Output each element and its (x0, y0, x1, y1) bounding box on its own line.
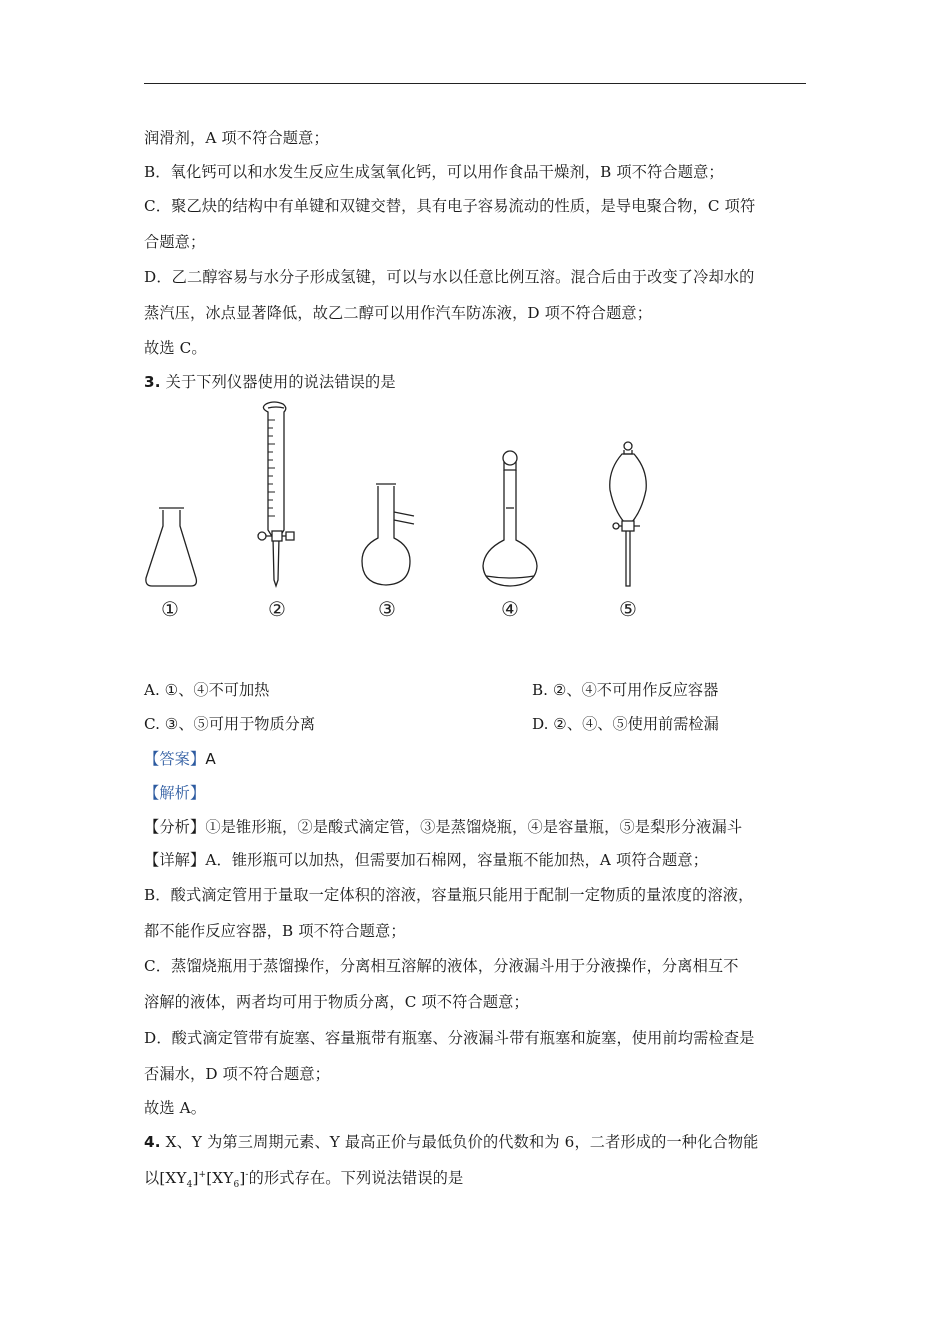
text-line: 润滑剂，A 项不符合题意； (144, 129, 329, 147)
label-2: ② (268, 597, 286, 621)
text-line: D．乙二醇容易与水分子形成氢键，可以与水以任意比例互溶。混合后由于改变了冷却水的 (144, 268, 755, 286)
burette-icon (258, 402, 294, 586)
apparatus-figure (138, 398, 658, 630)
option-d: D. ②、④、⑤使用前需检漏 (532, 715, 719, 733)
conical-flask-icon (146, 508, 197, 586)
detail-a: A．锥形瓶可以加热，但需要加石棉网，容量瓶不能加热，A 项符合题意； (205, 851, 709, 869)
answer-tag: 【答案】 (144, 750, 206, 768)
text-line: C．蒸馏烧瓶用于蒸馏操作，分离相互溶解的液体，分液漏斗用于分液操作，分离相互不 (144, 957, 739, 975)
label-4: ④ (501, 597, 519, 621)
question-stem: 关于下列仪器使用的说法错误的是 (165, 373, 396, 391)
text-line: 否漏水，D 项不符合题意； (144, 1065, 331, 1083)
formula-part: ] (192, 1169, 199, 1187)
option-c: C. ③、⑤可用于物质分离 (144, 715, 316, 733)
text-line: 合题意； (144, 233, 206, 251)
formula-part: 以[XY (144, 1169, 187, 1187)
charge-superscript: - (245, 1169, 249, 1180)
label-1: ① (161, 597, 179, 621)
option-a: A. ①、④不可加热 (144, 681, 270, 699)
answer-line (144, 749, 216, 769)
text-line: 都不能作反应容器，B 项不符合题意； (144, 922, 406, 940)
label-3: ③ (378, 597, 396, 621)
text-line: D．酸式滴定管带有旋塞、容量瓶带有瓶塞、分液漏斗带有瓶塞和旋塞，使用前均需检查是 (144, 1029, 755, 1047)
detail-line (144, 850, 708, 870)
text-line: 蒸汽压，冰点显著降低，故乙二醇可以用作汽车防冻液，D 项不符合题意； (144, 304, 653, 322)
question-4-stem (144, 1132, 759, 1152)
formula-part: ] (239, 1169, 246, 1187)
text-line: 溶解的液体，两者均可用于物质分离，C 项不符合题意； (144, 993, 529, 1011)
header-rule (144, 83, 806, 84)
formula-subscript: 6 (233, 1180, 240, 1191)
analysis-tag: 【解析】 (144, 784, 206, 802)
volumetric-flask-icon (483, 451, 537, 586)
fenxi-tag: 【分析】 (144, 818, 206, 836)
fenxi-line (144, 817, 742, 837)
question-number: 4. (144, 1133, 161, 1151)
separatory-funnel-icon (610, 442, 647, 586)
option-b: B. ②、④不可用作反应容器 (532, 681, 719, 699)
label-5: ⑤ (619, 597, 637, 621)
question-number: 3. (144, 373, 161, 391)
text-line: B．氧化钙可以和水发生反应生成氢氧化钙，可以用作食品干燥剂，B 项不符合题意； (144, 163, 724, 181)
text-line: B．酸式滴定管用于量取一定体积的溶液，容量瓶只能用于配制一定物质的量浓度的溶液， (144, 886, 754, 904)
text-line: C．聚乙炔的结构中有单键和双键交替，具有电子容易流动的性质，是导电聚合物，C 项符 (144, 197, 756, 215)
question-4-stem-2 (144, 1168, 464, 1191)
distillation-flask-icon (362, 484, 414, 585)
question-3-stem (144, 372, 396, 392)
answer-value: A (205, 750, 216, 768)
formula-part: [XY (206, 1169, 234, 1187)
formula-subscript: 4 (186, 1180, 193, 1191)
charge-superscript: + (198, 1169, 207, 1180)
question-stem: X、Y 为第三周期元素、Y 最高正价与最低负价的代数和为 6，二者形成的一种化合物能 (165, 1133, 759, 1151)
text-line: 故选 A。 (144, 1099, 207, 1117)
detail-tag: 【详解】 (144, 851, 206, 869)
text-line: 故选 C。 (144, 339, 207, 357)
formula-part: 的形式存在。下列说法错误的是 (248, 1169, 464, 1187)
fenxi-text: ①是锥形瓶，②是酸式滴定管，③是蒸馏烧瓶，④是容量瓶，⑤是梨形分液漏斗 (205, 818, 743, 836)
